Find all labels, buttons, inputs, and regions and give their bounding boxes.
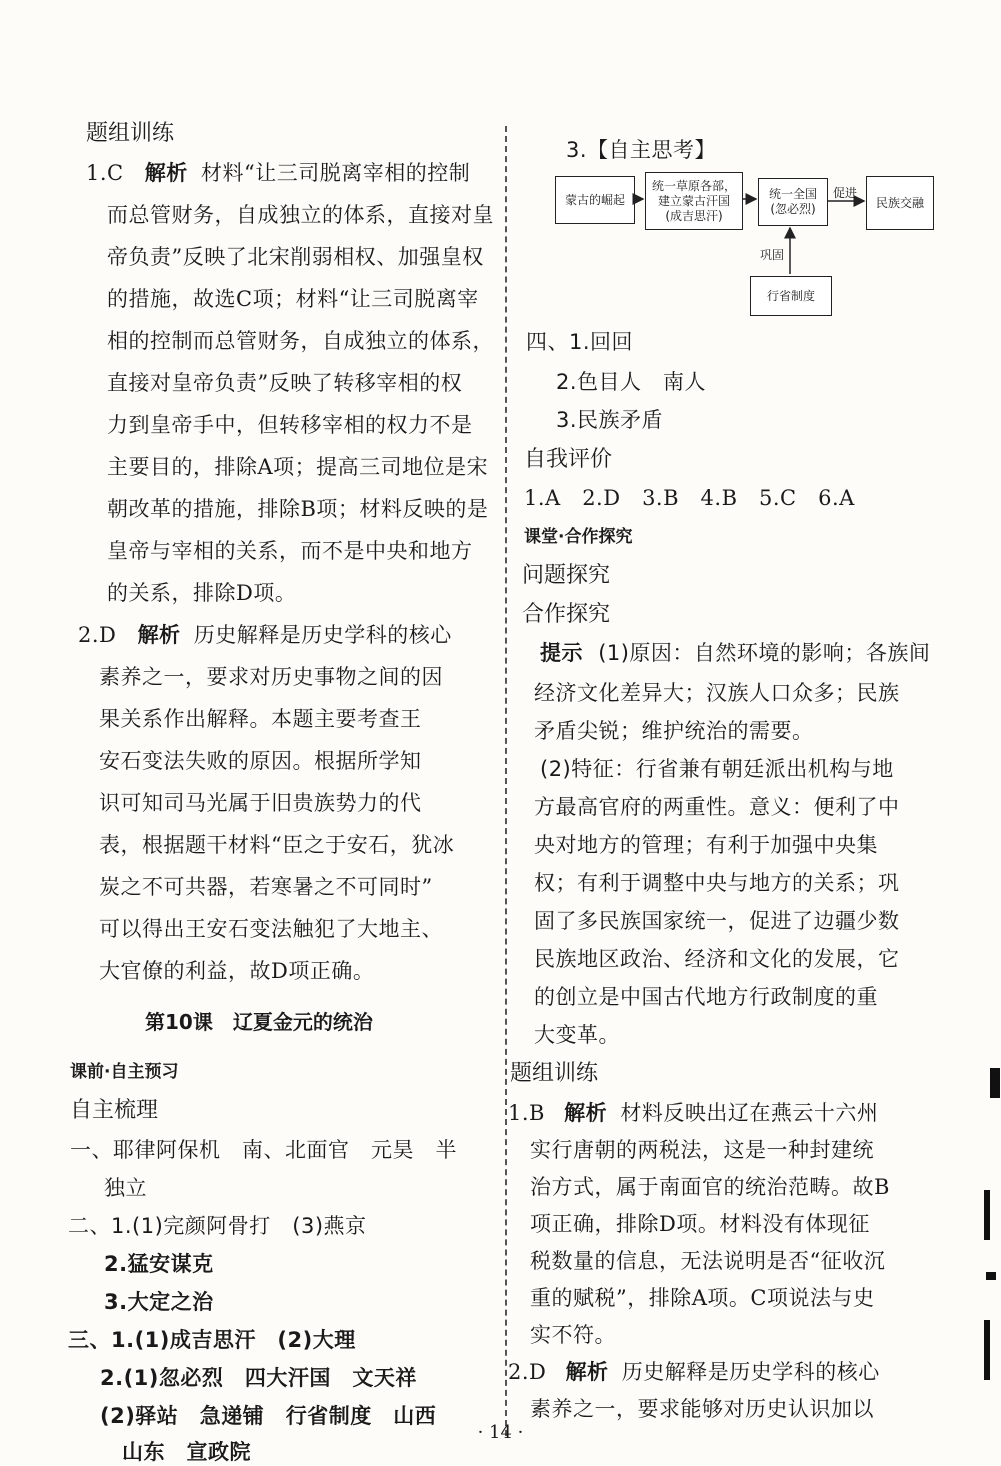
hint-first-line: [540, 637, 930, 667]
answer-line: 的措施，故选C项；材料“让三司脱离宰: [107, 287, 479, 311]
answer-line: 项正确，排除D项。材料没有体现征: [530, 1212, 870, 1236]
self-eval-answers: 1.A 2.D 3.B 4.B 5.C 6.A: [524, 486, 855, 510]
question-number: 1.C: [86, 161, 124, 185]
hint-line: 大变革。: [534, 1023, 620, 1047]
answer-line: 重的赋税”，排除A项。C项说法与史: [530, 1286, 875, 1310]
answer-item: 2.猛安谋克: [104, 1252, 214, 1276]
scan-mark: [984, 1320, 990, 1380]
scan-mark: [986, 1272, 996, 1280]
analysis-tag: 解析: [144, 161, 188, 185]
right-question-2-first-line: [508, 1356, 880, 1386]
answer-line: 材料反映出辽在燕云十六州: [620, 1101, 879, 1125]
diagram-box-label: 民族交融: [875, 195, 924, 210]
analysis-tag: 解析: [137, 623, 181, 647]
arrow-label-promote: 促进: [833, 186, 858, 200]
diagram-arrows: [0, 0, 1001, 340]
answer-line: 炭之不可共器，若寒暑之不可同时”: [99, 875, 433, 899]
answer-line: 实行唐朝的两税法，这是一种封建统: [530, 1138, 874, 1162]
answer-item: 二、1.(1)完颜阿骨打 (3)燕京: [68, 1214, 367, 1238]
answer-line: 主要目的，排除A项；提高三司地位是宋: [107, 455, 489, 479]
hint-tag: 提示: [540, 641, 583, 665]
question-number: 2.D: [508, 1360, 547, 1384]
hint-line: 方最高官府的两重性。意义：便利了中: [534, 795, 900, 819]
problem-heading: 问题探究: [522, 563, 611, 588]
scan-mark: [990, 1068, 1000, 1098]
answer-line: 的关系，排除D项。: [107, 581, 297, 605]
answer-item: 3.大定之治: [104, 1290, 214, 1314]
answer-line: 力到皇帝手中，但转移宰相的权力不是: [107, 413, 473, 437]
answer-line: 治方式，属于南面官的统治范畴。故B: [530, 1175, 890, 1199]
answer-item: 3.民族矛盾: [556, 408, 664, 432]
analysis-tag: 解析: [565, 1360, 609, 1384]
answer-line: 大官僚的利益，故D项正确。: [99, 959, 375, 983]
answer-line: 可以得出王安石变法触犯了大地主、: [99, 917, 443, 941]
coop-heading: 合作探究: [522, 602, 611, 627]
answer-line: 安石变法失败的原因。根据所学知: [99, 749, 422, 773]
answer-item: 一、耶律阿保机 南、北面官 元昊 半: [70, 1138, 457, 1162]
arrow-label-consolidate: 巩固: [760, 248, 785, 262]
hint-line: 固了多民族国家统一，促进了边疆少数: [534, 909, 900, 933]
section-heading-practice-2: 题组训练: [510, 1061, 599, 1086]
answer-item: 2.色目人 南人: [556, 370, 707, 394]
answer-line: 识可知司马光属于旧贵族势力的代: [99, 791, 422, 815]
answer-line: 直接对皇帝负责”反映了转移宰相的权: [107, 371, 463, 395]
hint-line: 权；有利于调整中央与地方的关系；巩: [534, 871, 900, 895]
question-2-first-line: [78, 619, 452, 649]
hint-line: (1)原因：自然环境的影响；各族间: [598, 641, 931, 665]
class-heading: 课堂·合作探究: [524, 527, 633, 547]
answer-line: 历史解释是历史学科的核心: [621, 1360, 880, 1384]
scan-mark: [984, 1190, 990, 1240]
question-number: 2.D: [78, 623, 117, 647]
diagram-box-label: 蒙古的崛起: [564, 192, 625, 207]
analysis-tag: 解析: [564, 1101, 608, 1125]
diagram-box-label: (成吉思汗): [665, 208, 723, 223]
hint-line: 经济文化差异大；汉族人口众多；民族: [534, 681, 900, 705]
diagram-box-label: 统一全国: [768, 187, 817, 201]
page-number: · 14 ·: [477, 1422, 524, 1443]
answer-line: 税数量的信息，无法说明是否“征收沉: [530, 1249, 886, 1273]
diagram-box-label: 建立蒙古汗国: [657, 193, 730, 208]
answer-line: 相的控制而总管财务，自成独立的体系，: [107, 329, 494, 353]
answer-item: 山东 宣政院: [122, 1440, 251, 1464]
right-question-1-first-line: [508, 1097, 878, 1127]
sorting-heading: 自主梳理: [70, 1098, 159, 1123]
question-number: 1.B: [508, 1101, 545, 1125]
self-eval-heading: 自我评价: [524, 447, 613, 472]
answer-item: 三、1.(1)成吉思汗 (2)大理: [68, 1328, 356, 1352]
answer-line: 而总管财务，自成独立的体系，直接对皇: [107, 203, 494, 227]
answer-line: 表，根据题干材料“臣之于安石，犹冰: [99, 833, 455, 857]
answer-line: 实不符。: [530, 1323, 616, 1347]
answer-line: 皇帝与宰相的关系，而不是中央和地方: [107, 539, 473, 563]
preview-heading: 课前·自主预习: [70, 1062, 179, 1082]
answer-item: (2)驿站 急递铺 行省制度 山西: [100, 1404, 437, 1428]
lesson-title: 第10课 辽夏金元的统治: [145, 1010, 373, 1034]
answer-line: 历史解释是历史学科的核心: [193, 623, 452, 647]
hint-line: 矛盾尖锐；维护统治的需要。: [534, 719, 814, 743]
hint-line: 的创立是中国古代地方行政制度的重: [534, 985, 878, 1009]
answer-item: 独立: [104, 1176, 147, 1200]
diagram-box-label: 行省制度: [766, 288, 815, 303]
answer-line: 素养之一，要求能够对历史认识加以: [530, 1397, 874, 1421]
section-heading-practice: 题组训练: [86, 121, 175, 146]
answer-item: 四、1.回回: [526, 330, 634, 354]
hint-line: 民族地区政治、经济和文化的发展，它: [534, 947, 900, 971]
answer-line: 素养之一，要求对历史事物之间的因: [99, 665, 443, 689]
diagram-box-label: (忽必烈): [770, 202, 816, 216]
diagram-box-label: 统一草原各部，: [651, 178, 736, 193]
answer-line: 帝负责”反映了北宋削弱相权、加强皇权: [107, 245, 484, 269]
question-3-label: 3.【自主思考】: [566, 138, 717, 162]
answer-line: 果关系作出解释。本题主要考查王: [99, 707, 422, 731]
hint-line: 央对地方的管理；有利于加强中央集: [534, 833, 878, 857]
answer-line: 材料“让三司脱离宰相的控制: [200, 161, 471, 185]
hint-line: (2)特征：行省兼有朝廷派出机构与地: [540, 757, 894, 781]
answer-item: 2.(1)忽必烈 四大汗国 文天祥: [100, 1366, 417, 1390]
answer-line: 朝改革的措施，排除B项；材料反映的是: [107, 497, 489, 521]
